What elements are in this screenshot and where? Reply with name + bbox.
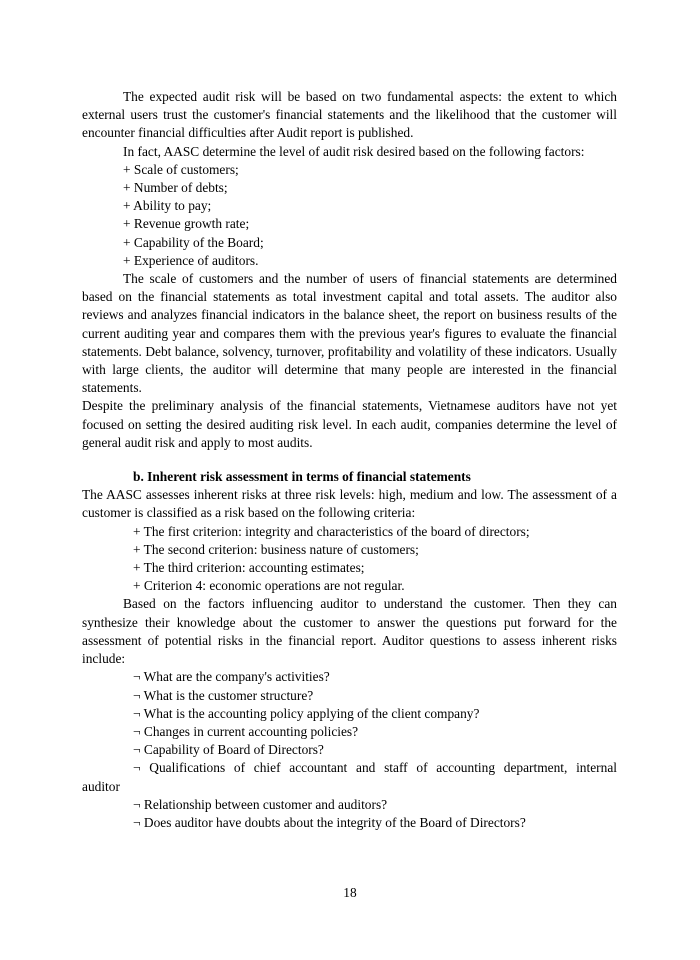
list-item: ¬ Qualifications of chief accountant and staff of accounting department, internal	[133, 760, 617, 776]
list-item: + Capability of the Board;	[123, 234, 264, 250]
list-item: ¬ Changes in current accounting policies?	[133, 723, 359, 739]
list-item: ¬ What is the accounting policy applying of the client company?	[133, 705, 480, 721]
list-item: + Experience of auditors.	[123, 252, 259, 268]
paragraph: Based on the factors influencing auditor to understand the customer. Then they can synthesize their knowledge about the customer to answer the questions put forward for the assessment of potential risks in the financial report. Auditor questions to assess inherent risks include:	[82, 596, 617, 667]
list-item: + Scale of customers;	[123, 161, 239, 177]
document-page	[82, 88, 617, 832]
list-item: ¬ What are the company's activities?	[133, 669, 330, 685]
section-heading: b. Inherent risk assessment in terms of financial statements	[133, 469, 471, 485]
paragraph: The AASC assesses inherent risks at three risk levels: high, medium and low. The assessment of a customer is classified as a risk based on the following criteria:	[82, 487, 617, 521]
list-item: + The third criterion: accounting estimates;	[133, 560, 365, 576]
spacer	[82, 452, 617, 468]
list-item: + The second criterion: business nature of customers;	[133, 541, 419, 557]
paragraph: The scale of customers and the number of users of financial statements are determined based on the financial statements as total investment capital and total assets. The auditor also reviews and analyzes financial indicators in the balance sheet, the report on business results of the current auditing year and compares them with the previous year's figures to evaluate the financial statements. Debt balance, solvency, turnover, profitability and volatility of these indicators. Usually with large clients, the auditor will determine that many people are interested in the financial statements.	[82, 271, 617, 396]
list-item: + The first criterion: integrity and characteristics of the board of directors;	[133, 523, 530, 539]
list-item: ¬ Does auditor have doubts about the integrity of the Board of Directors?	[133, 814, 526, 830]
list-item: + Criterion 4: economic operations are not regular.	[133, 578, 405, 594]
list-item: + Revenue growth rate;	[123, 216, 250, 232]
list-item: ¬ Capability of Board of Directors?	[133, 742, 324, 758]
paragraph: The expected audit risk will be based on two fundamental aspects: the extent to which external users trust the customer's financial statements and the likelihood that the customer will encounter financial difficulties after Audit report is published.	[82, 89, 617, 141]
list-item: + Number of debts;	[123, 180, 228, 196]
page-number: 18	[343, 885, 357, 900]
list-item: ¬ What is the customer structure?	[133, 687, 314, 703]
list-item: + Ability to pay;	[123, 198, 212, 214]
paragraph: In fact, AASC determine the level of audit risk desired based on the following factors:	[123, 143, 585, 159]
list-item-continuation: auditor	[82, 778, 120, 794]
paragraph: Despite the preliminary analysis of the financial statements, Vietnamese auditors have not yet focused on setting the desired auditing risk level. In each audit, companies determine the level of general audit risk and apply to most audits.	[82, 398, 617, 450]
list-item: ¬ Relationship between customer and auditors?	[133, 796, 388, 812]
